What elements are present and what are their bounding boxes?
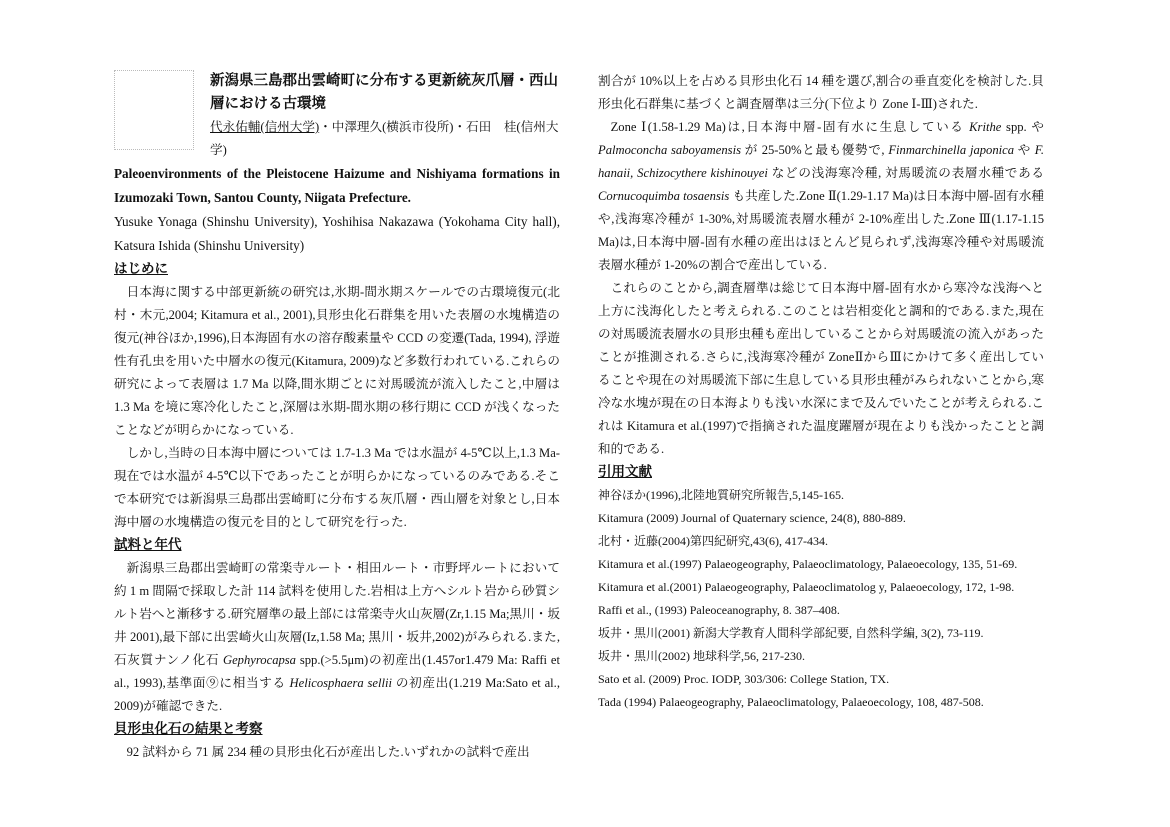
reference-item: Sato et al. (2009) Proc. IODP, 303/306: College Station, TX.	[598, 672, 890, 686]
title-english: Paleoenvironments of the Pleistocene Haizume and Nishiyama formations in Izumozaki Town, Santou County, Niigata Prefecture.	[114, 166, 560, 205]
reference-item: 神谷ほか(1996),北陸地質研究所報告,5,145-165.	[598, 488, 844, 502]
right-column	[598, 70, 1044, 714]
reference-item: 坂井・黒川(2001) 新潟大学教育人間科学部紀要, 自然科学編, 3(2), 73-119.	[598, 626, 984, 640]
left-column	[114, 70, 560, 764]
results-paragraph-1-cont: 割合が 10%以上を占める貝形虫化石 14 種を選び,割合の垂直変化を検討した.貝形虫化石群集に基づくと調査層準は三分(下位より Zone Ⅰ-Ⅲ)された.	[598, 74, 1044, 111]
reference-item: Kitamura (2009) Journal of Quaternary science, 24(8), 880-889.	[598, 511, 906, 525]
co-authors: ・中澤理久(横浜市役所)・石田 桂(信州大学)	[210, 120, 559, 157]
reference-item: 北村・近藤(2004)第四紀研究,43(6), 417-434.	[598, 534, 828, 548]
results-heading: 貝形虫化石の結果と考察	[114, 721, 263, 737]
results-paragraph-1-start: 92 試料から 71 属 234 種の貝形虫化石が産出した.いずれかの試料で産出	[126, 745, 530, 759]
intro-paragraph-2: しかし,当時の日本海中層については 1.7-1.3 Ma では水温が 4-5℃以上,1.3 Ma-現在では水温が 4-5℃以下であったことが明らかになっているのみである.そこで本研究では新潟県三島郡出雲崎町に分布する灰爪層・西山層を対象とし,日本海中層の水塊構造の復元を目的として研究を行った.	[114, 446, 560, 529]
first-author: 代永佑輔(信州大学)	[210, 120, 320, 134]
intro-paragraph-1: 日本海に関する中部更新統の研究は,氷期‐間氷期スケールでの古環境復元(北村・木元,2004; Kitamura et al., 2001),貝形虫化石群集を用いた表層の水塊構造の復元(神谷ほか,1996),日本海固有水の溶存酸素量や CCD の変遷(Tada, 1994), 浮遊性有孔虫を用いた中層水の復元(Kitamura, 2009)など多数行われている.これらの研究によって表層は 1.7 Ma 以降,間氷期ごとに対馬暖流が流入したこと,中層は 1.3 Ma を境に寒冷化したこと,深層は氷期‐間氷期の移行期に CCD が浅くなったことなどが明らかになっている.	[114, 285, 560, 437]
samples-paragraph: 新潟県三島郡出雲崎町の常楽寺ルート・相田ルート・市野坪ルートにおいて約 1 m 間隔で採取した計 114 試料を使用した.岩相は上方へシルト岩から砂質シルト岩へと漸移する.研究層準の最上部には常楽寺火山灰層(Zr,1.15 Ma;黒川・坂井 2001),最下部に出雲崎火山灰層(Iz,1.58 Ma; 黒川・坂井,2002)がみられる.また,石灰質ナンノ化石 Gephyrocapsa spp.(>5.5μm)の初産出(1.457or1.479 Ma: Raffi et al., 1993),基準面⑨に相当する Helicosphaera sellii の初産出(1.219 Ma:Sato et al., 2009)が確認できた.	[114, 561, 560, 713]
authors-english: Yusuke Yonaga (Shinshu University), Yoshihisa Nakazawa (Yokohama City hall), Katsura Ishida (Shinshu University)	[114, 214, 560, 253]
references-list	[598, 484, 1044, 714]
intro-heading: はじめに	[114, 261, 168, 277]
reference-item: Kitamura et al.(2001) Palaeogeography, Palaeoclimatolog y, Palaeoecology, 172, 1-98.	[598, 580, 1015, 594]
placeholder-image-box	[114, 70, 194, 150]
reference-item: Kitamura et al.(1997) Palaeogeography, Palaeoclimatology, Palaeoecology, 135, 51-69.	[598, 557, 1018, 571]
title-japanese: 新潟県三島郡出雲崎町に分布する更新統灰爪層・西山層における古環境	[210, 73, 558, 112]
reference-item: Raffi et al., (1993) Paleoceanography, 8. 387–408.	[598, 603, 840, 617]
references-heading: 引用文献	[598, 464, 652, 480]
reference-item: 坂井・黒川(2002) 地球科学,56, 217-230.	[598, 649, 805, 663]
reference-item: Tada (1994) Palaeogeography, Palaeoclimatology, Palaeoecology, 108, 487-508.	[598, 695, 984, 709]
samples-heading: 試料と年代	[114, 537, 182, 553]
results-paragraph-3: これらのことから,調査層準は総じて日本海中層‐固有水から寒冷な浅海へと上方に浅海化したと考えられる.このことは岩相変化と調和的である.また,現在の対馬暖流表層水の貝形虫種も産出していることから対馬暖流の流入があったことが推測される.さらに,浅海寒冷種が ZoneⅡからⅢにかけて多く産出していることや現在の対馬暖流下部に生息している貝形虫種がみられないことから,寒冷な水塊が現在の日本海よりも浅い水深にまで及んでいたことが考えられる.これは Kitamura et al.(1997)で指摘された温度躍層が現在よりも浅かったことと調和的である.	[598, 281, 1044, 456]
results-paragraph-2: Zone Ⅰ(1.58-1.29 Ma)は,日本海中層‐固有水に生息している Krithe spp. や Palmoconcha saboyamensis が 25-50%と最も優勢で, Finmarchinella japonica や F. hanaii, Schizocythere kishinouyei などの浅海寒冷種, 対馬暖流の表層水種である Cornucoquimba tosaensis も共産した.Zone Ⅱ(1.29-1.17 Ma)は日本海中層‐固有水種や,浅海寒冷種が 1-30%,対馬暖流表層水種が 2-10%産出した.Zone Ⅲ(1.17-1.15 Ma)は,日本海中層‐固有水種の産出はほとんど見られず,浅海寒冷種や対馬暖流表層水種が 1-20%の割合で産出している.	[598, 120, 1044, 272]
